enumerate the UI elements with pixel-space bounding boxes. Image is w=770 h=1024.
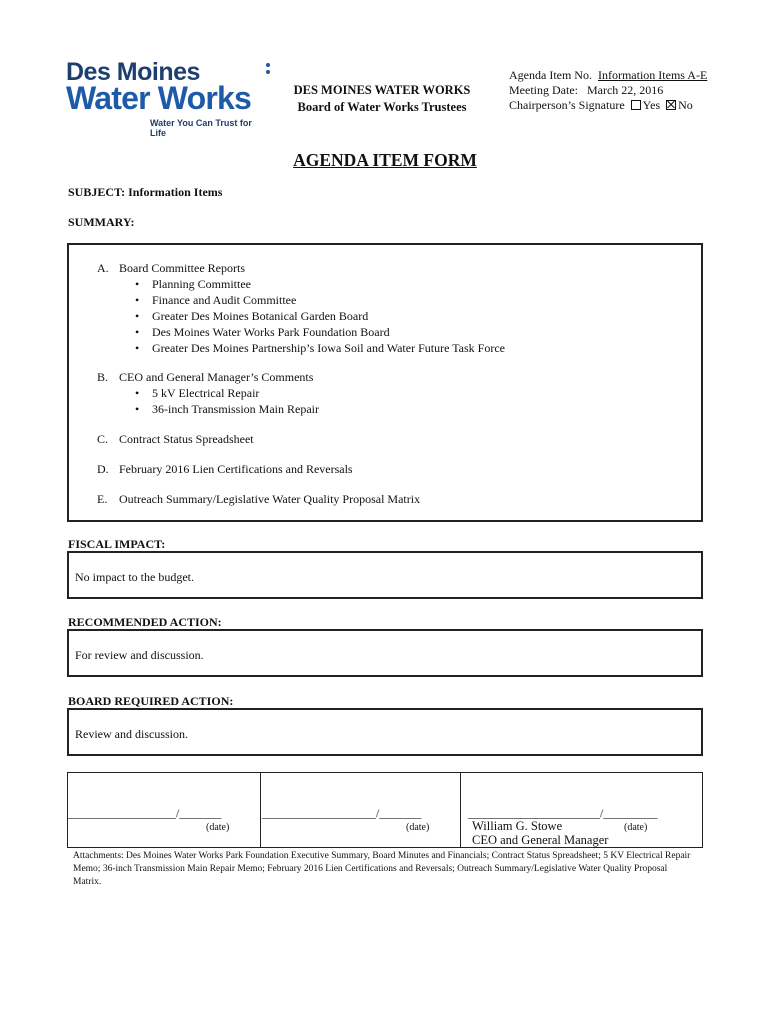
- date-label-2: (date): [406, 822, 430, 833]
- summary-letter: A.: [97, 261, 109, 275]
- fiscal-impact-text: No impact to the budget.: [75, 570, 194, 584]
- water-drop-icon: [263, 62, 273, 76]
- yes-checkbox[interactable]: [631, 100, 641, 110]
- logo-line-1: Des Moines: [66, 58, 200, 86]
- summary-letter: C.: [97, 432, 109, 446]
- summary-item-a: [97, 260, 697, 276]
- logo-tagline: Water You Can Trust for Life: [150, 118, 252, 138]
- signature-line-2[interactable]: ___________________/_______: [262, 806, 422, 820]
- signature-line-3[interactable]: ______________________/_________: [468, 806, 658, 820]
- fiscal-impact-label: FISCAL IMPACT:: [68, 537, 166, 551]
- logo-line-2: Water Works: [66, 80, 252, 116]
- summary-label: SUMMARY:: [68, 215, 135, 229]
- summary-item-c: [97, 431, 697, 447]
- signer-title: CEO and General Manager: [472, 833, 609, 847]
- recommended-action-text: For review and discussion.: [75, 648, 204, 662]
- list-item: • Planning Committee: [97, 276, 697, 292]
- summary-letter: D.: [97, 462, 109, 476]
- signature-label: Chairperson’s Signature: [509, 98, 625, 112]
- org-header: [282, 82, 482, 116]
- summary-letter: E.: [97, 492, 108, 506]
- summary-item-text: CEO and General Manager’s Comments: [119, 370, 314, 384]
- board-name: Board of Water Works Trustees: [297, 100, 467, 114]
- summary-item-b: [97, 369, 697, 385]
- list-item: • Greater Des Moines Botanical Garden Board: [97, 308, 697, 324]
- form-title: AGENDA ITEM FORM: [293, 150, 477, 170]
- meeting-date-label: Meeting Date:: [509, 83, 578, 97]
- meeting-date-value: March 22, 2016: [586, 83, 664, 97]
- summary-letter: B.: [97, 370, 109, 384]
- summary-item-text: Board Committee Reports: [119, 261, 245, 275]
- org-name: DES MOINES WATER WORKS: [293, 83, 471, 97]
- agenda-item-label: Agenda Item No.: [509, 68, 592, 82]
- list-item: • 36-inch Transmission Main Repair: [97, 401, 697, 417]
- list-item: • Greater Des Moines Partnership’s Iowa Soil and Water Future Task Force: [97, 340, 697, 356]
- summary-content: [97, 260, 697, 507]
- fiscal-impact-box: [67, 551, 703, 599]
- summary-item-text: February 2016 Lien Certifications and Reversals: [119, 462, 353, 476]
- summary-item-text: Outreach Summary/Legislative Water Quality Proposal Matrix: [119, 492, 421, 506]
- no-label: No: [678, 98, 693, 112]
- summary-item-e: [97, 491, 697, 507]
- date-label-1: (date): [206, 822, 230, 833]
- recommended-action-label: RECOMMENDED ACTION:: [68, 615, 222, 629]
- attachments-text: Attachments: Des Moines Water Works Park Foundation Executive Summary, Board Minutes and Financials; Contract Status Spreadsheet; 5 KV Electrical Repair Memo; 36-inch Transmission Main Repair Memo; February 2016 Lien Certifications and Reversals; Outreach Summary/Legislative Water Quality Proposal Matrix.: [73, 851, 691, 887]
- signature-row: [509, 98, 707, 113]
- agenda-item-value: Information Items A-E: [597, 68, 708, 82]
- signature-line-1[interactable]: __________________/_______: [68, 806, 222, 820]
- board-action-label: BOARD REQUIRED ACTION:: [68, 694, 234, 708]
- meeting-date-row: [509, 83, 707, 98]
- board-action-text: Review and discussion.: [75, 727, 188, 741]
- subject-line: SUBJECT: Information Items: [68, 185, 223, 199]
- list-item: • 5 kV Electrical Repair: [97, 385, 697, 401]
- meeting-meta: [509, 68, 707, 113]
- summary-item-text: Contract Status Spreadsheet: [119, 432, 254, 446]
- agenda-item-row: [509, 68, 707, 83]
- list-item: • Finance and Audit Committee: [97, 292, 697, 308]
- list-item: • Des Moines Water Works Park Foundation Board: [97, 324, 697, 340]
- recommended-action-box: [67, 629, 703, 677]
- date-label-3: (date): [624, 822, 648, 833]
- no-checkbox[interactable]: [666, 100, 676, 110]
- signer-name: William G. Stowe: [472, 819, 563, 833]
- signature-block: [67, 772, 703, 848]
- summary-item-d: [97, 461, 697, 477]
- yes-label: Yes: [642, 98, 661, 112]
- logo: [66, 58, 266, 138]
- board-action-box: [67, 708, 703, 756]
